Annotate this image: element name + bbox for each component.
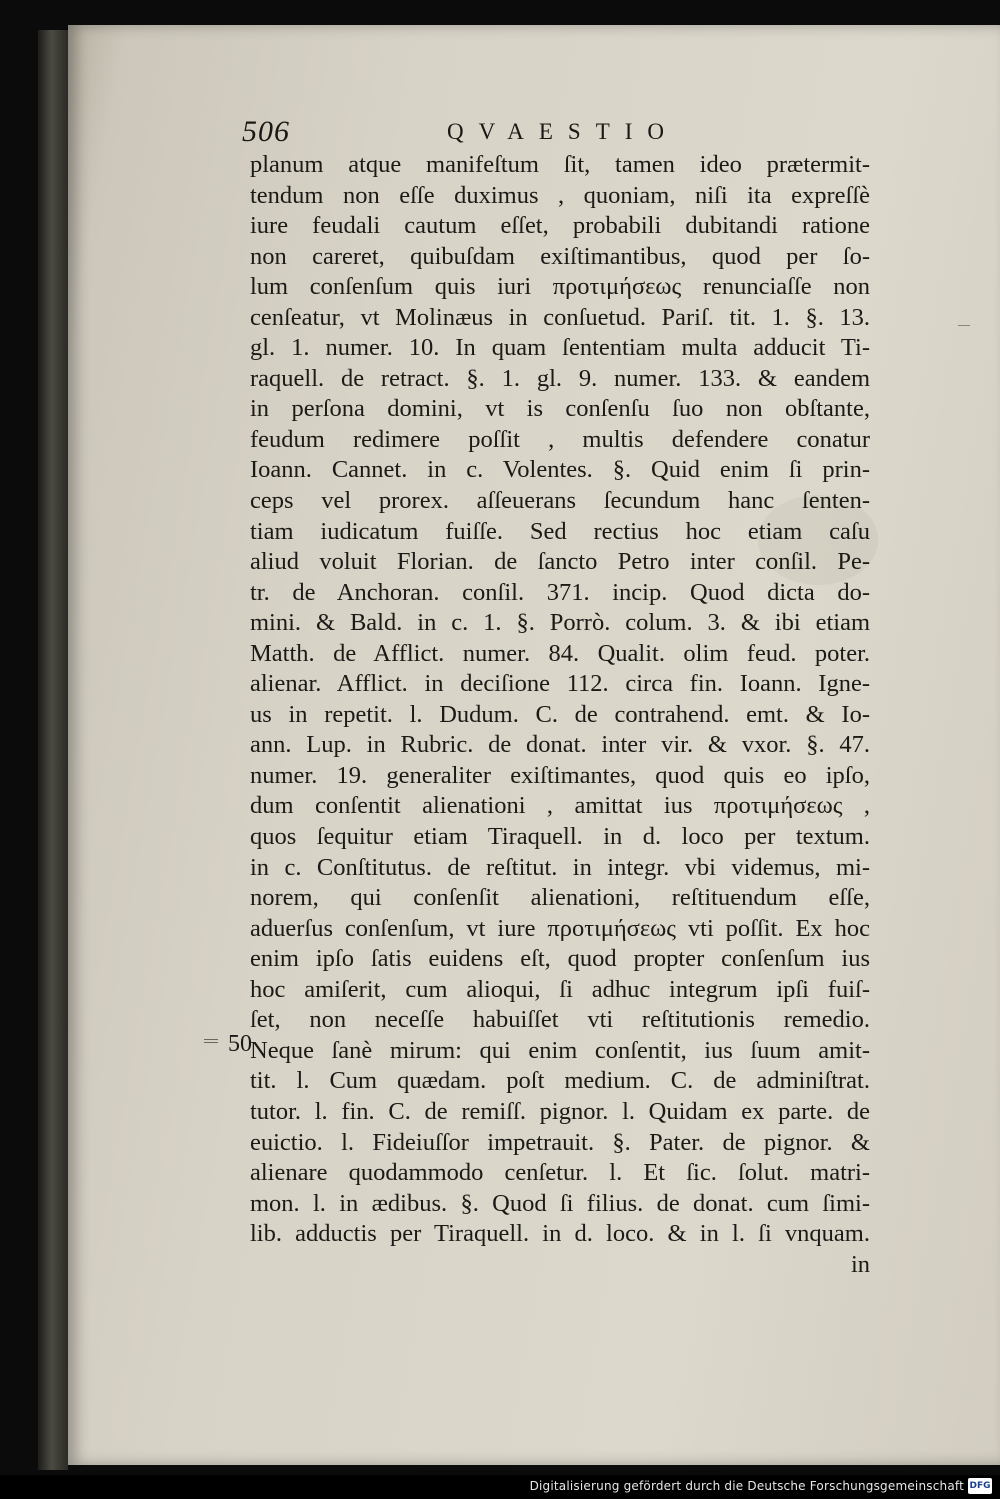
text-line: ſet, non neceſſe habuiſſet vti reſtitutionis remedio. <box>250 1006 870 1034</box>
dfg-logo-icon: DFG <box>968 1478 992 1494</box>
text-line: quos ſequitur etiam Tiraquell. in d. loco per textum. <box>250 823 870 851</box>
edge-mark <box>958 325 970 326</box>
margin-dash-mark <box>204 1039 218 1043</box>
text-line: tutor. l. fin. C. de remiſſ. pignor. l. Quidam ex parte. de <box>250 1097 870 1125</box>
text-line: cenſeatur, vt Molinæus in conſuetud. Pariſ. tit. 1. §. 13. <box>250 303 870 331</box>
text-line: Neque ſanè mirum: qui enim conſentit, ius ſuum amit- <box>250 1036 870 1064</box>
catchword: in <box>850 1250 870 1278</box>
text-line: planum atque manifeſtum ſit, tamen ideo prætermit- <box>250 151 870 178</box>
text-line: hoc amiſerit, cum alioqui, ſi adhuc integrum ipſi fuiſ- <box>250 975 870 1003</box>
footer-bar <box>0 1475 1000 1499</box>
text-line: raquell. de retract. §. 1. gl. 9. numer. 133. & eandem <box>250 364 870 392</box>
text-line: norem, qui conſenſit alienationi, reſtituendum eſſe, <box>250 884 870 912</box>
text-line: aduerſus conſenſum, vt iure προτιμήσεως vti poſſit. Ex hoc <box>250 914 870 942</box>
text-line: ann. Lup. in Rubric. de donat. inter vir. & vxor. §. 47. <box>250 731 870 759</box>
text-line: lib. adductis per Tiraquell. in d. loco. & in l. ſi vnquam. <box>250 1220 870 1248</box>
text-line: enim ipſo ſatis euidens eſt, quod propter conſenſum ius <box>250 945 870 973</box>
text-line: iure feudali cautum eſſet, probabili dubitandi ratione <box>250 212 870 240</box>
text-line: in perſona domini, vt is conſenſu ſuo non obſtante, <box>250 395 870 423</box>
page-number: 506 <box>242 115 290 148</box>
text-line: Matth. de Afflict. numer. 84. Qualit. olim feud. poter. <box>250 639 870 667</box>
text-line: gl. 1. numer. 10. In quam ſententiam multa adducit Ti- <box>250 334 870 362</box>
running-title: QVAESTIO <box>447 119 680 144</box>
text-line: non careret, quibuſdam exiſtimantibus, quod per ſo- <box>250 242 870 270</box>
text-line: mon. l. in ædibus. §. Quod ſi filius. de donat. cum ſimi- <box>250 1189 870 1217</box>
text-line: in c. Conſtitutus. de reſtitut. in integr. vbi videmus, mi- <box>250 853 870 881</box>
book-gutter-edge <box>38 30 68 1470</box>
text-line: Ioann. Cannet. in c. Volentes. §. Quid enim ſi prin- <box>250 456 870 484</box>
digitization-credit: Digitalisierung gefördert durch die Deutsche Forschungsgemeinschaft <box>529 1479 964 1493</box>
body-text <box>250 150 870 1280</box>
text-line: mini. & Bald. in c. 1. §. Porrò. colum. 3. & ibi etiam <box>250 609 870 637</box>
text-line: numer. 19. generaliter exiſtimantes, quod quis eo ipſo, <box>250 761 870 789</box>
text-line: tit. l. Cum quædam. poſt medium. C. de adminiſtrat. <box>250 1067 870 1095</box>
text-line: ceps vel prorex. aſſeuerans ſecundum hanc ſenten- <box>250 487 870 515</box>
margin-line-number: 50 <box>228 1031 252 1057</box>
text-line: tiam iudicatum fuiſſe. Sed rectius hoc etiam caſu <box>250 517 870 545</box>
text-line: alienare quodammodo cenſetur. l. Et ſic. ſolut. matri- <box>250 1159 870 1187</box>
text-line: lum conſenſum quis iuri προτιμήσεως renunciaſſe non <box>250 273 870 301</box>
text-line: tr. de Anchoran. conſil. 371. incip. Quod dicta do- <box>250 578 870 606</box>
text-line: dum conſentit alienationi , amittat ius προτιμήσεως , <box>250 792 870 820</box>
text-line: euictio. l. Fideiuſſor impetrauit. §. Pater. de pignor. & <box>250 1128 870 1156</box>
running-head <box>242 115 762 155</box>
text-line: tendum non eſſe duximus , quoniam, niſi ita expreſſè <box>250 181 870 209</box>
text-line: alienar. Afflict. in deciſione 112. circa fin. Ioann. Igne- <box>250 670 870 698</box>
text-line: us in repetit. l. Dudum. C. de contrahend. emt. & Io- <box>250 700 870 728</box>
text-line: feudum redimere poſſit , multis defendere conatur <box>250 425 870 453</box>
text-line: aliud voluit Florian. de ſancto Petro inter conſil. Pe- <box>250 548 870 576</box>
